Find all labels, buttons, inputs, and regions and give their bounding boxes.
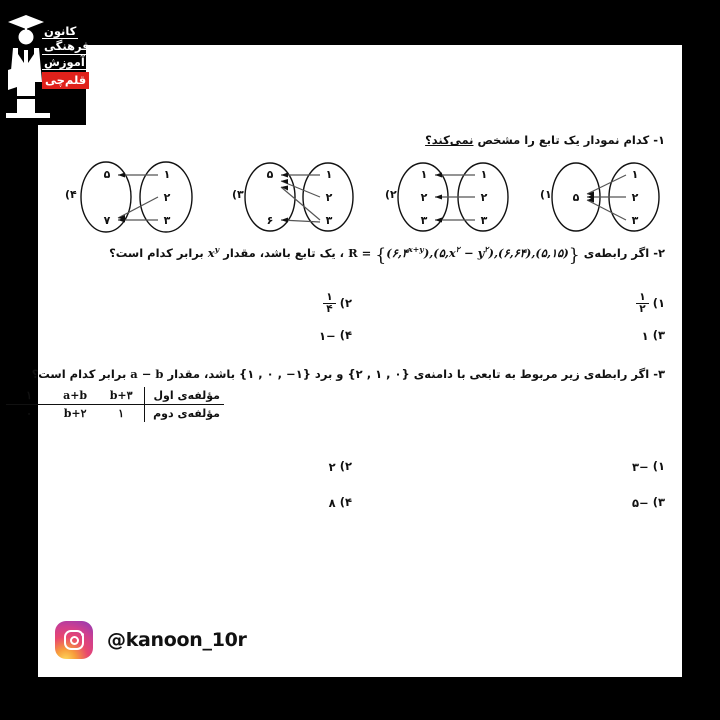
logo-word-2: فرهنگی xyxy=(44,39,90,54)
question-2-option-4[interactable] xyxy=(313,328,352,343)
logo-word-brand: قلم‌چی xyxy=(42,72,89,88)
question-1-diagrams xyxy=(38,150,682,245)
worksheet-page xyxy=(26,45,682,677)
svg-text:۲: ۲ xyxy=(325,191,333,204)
table-cell: b+۳ xyxy=(98,387,145,405)
instagram-handle: @kanoon_10r xyxy=(107,629,247,651)
svg-text:۲: ۲ xyxy=(420,191,428,204)
question-2-text xyxy=(109,245,665,266)
question-2-option-3-number: ۳) xyxy=(652,328,665,342)
svg-text:۱: ۱ xyxy=(325,168,333,181)
svg-text:۱: ۱ xyxy=(420,168,428,181)
logo-wordmark xyxy=(42,24,90,89)
svg-text:۱: ۱ xyxy=(631,168,639,181)
svg-text:۳: ۳ xyxy=(420,214,428,227)
question-3-expression: a − b xyxy=(130,367,164,381)
question-2-option-2-value xyxy=(323,292,335,315)
diagram-3-svg xyxy=(230,150,380,245)
question-3-option-3-value: −۵ xyxy=(632,495,649,510)
svg-text:۳: ۳ xyxy=(480,214,488,227)
question-1-number: ۱- xyxy=(653,133,665,147)
worksheet-content xyxy=(26,45,682,677)
svg-text:۱: ۱ xyxy=(480,168,488,181)
question-2-option-4-value: −۱ xyxy=(319,328,336,343)
instagram-icon-dot xyxy=(81,633,84,636)
diagram-option-3[interactable] xyxy=(230,150,380,245)
diagram-4-svg xyxy=(63,150,213,245)
diagram-4-option-number: ۴) xyxy=(65,188,77,201)
question-2-option-2[interactable] xyxy=(319,292,352,315)
question-2-option-2-number: ۲) xyxy=(339,296,352,311)
question-3-options xyxy=(38,457,682,527)
logo-word-3: آموزش xyxy=(44,54,85,69)
svg-text:۳: ۳ xyxy=(163,214,171,227)
question-2-option-3[interactable] xyxy=(636,328,665,343)
question-3-option-3[interactable] xyxy=(626,495,665,510)
question-1-underlined: نمی‌کند؟ xyxy=(425,133,474,147)
question-2-relation: $R = \{(۶,۴^{x+y}),(۵,x^۲$ − $y^۲),(۶,۶۴),(۵,۱۵)$} xyxy=(348,245,580,266)
question-3-option-4-value: ۸ xyxy=(328,495,336,510)
question-3-option-1-number: ۱) xyxy=(652,459,665,473)
question-3-text-d: برابر کدام است؟ xyxy=(31,367,127,381)
question-3-range: {۱− , ۰ , ۱} xyxy=(239,367,311,381)
question-2-option-1[interactable] xyxy=(632,292,665,315)
question-2-text-a: اگر رابطه‌ی xyxy=(583,245,650,260)
question-2-option-1-value xyxy=(636,292,648,315)
question-2-option-3-value: ۱ xyxy=(641,328,649,343)
diagram-2-option-number: ۲) xyxy=(385,188,397,201)
question-2-option-4-number: ۴) xyxy=(339,328,352,342)
table-row-label: مؤلفه‌ی دوم xyxy=(145,405,224,423)
question-3-option-2[interactable] xyxy=(323,459,352,474)
question-3-text xyxy=(32,367,665,381)
question-3-option-1-value: −۳ xyxy=(632,459,649,474)
question-3-text-b: و برد xyxy=(314,367,344,381)
table-cell: b+۲ xyxy=(63,407,87,420)
svg-text:۶: ۶ xyxy=(266,214,274,227)
svg-text:۷: ۷ xyxy=(103,214,111,227)
svg-text:۵: ۵ xyxy=(572,191,580,204)
svg-text:۵: ۵ xyxy=(103,168,111,181)
question-3-table xyxy=(6,387,224,422)
question-2-options xyxy=(38,290,682,360)
table-row xyxy=(6,387,224,405)
question-3-option-1[interactable] xyxy=(626,459,665,474)
logo-word-1: کانون xyxy=(44,24,77,38)
question-1-body: کدام نمودار یک تابع را مشخص xyxy=(477,133,650,147)
table-cell: a+b xyxy=(52,387,98,405)
question-2-expression: $x^y$ xyxy=(207,245,220,260)
fraction-numerator: ۱ xyxy=(639,291,646,303)
kanoon-logo xyxy=(0,0,90,125)
diagram-2-svg xyxy=(383,150,533,245)
question-3-option-2-value: ۲ xyxy=(328,459,336,474)
svg-text:۲: ۲ xyxy=(163,191,171,204)
question-3-text-a: اگر رابطه‌ی زیر مربوط به تابعی با دامنه‌ی xyxy=(413,367,650,381)
logo-underline-bar xyxy=(6,113,50,118)
fraction-denominator: ۴ xyxy=(323,303,335,315)
svg-text:۵: ۵ xyxy=(266,168,274,181)
table-cell: ۱ xyxy=(6,387,52,405)
question-2-number: ۲- xyxy=(653,245,665,260)
svg-text:۲: ۲ xyxy=(631,191,639,204)
diagram-option-2[interactable] xyxy=(383,150,533,245)
question-3-number: ۳- xyxy=(653,367,665,381)
table-row-label: مؤلفه‌ی اول xyxy=(145,387,224,405)
fraction-numerator: ۱ xyxy=(326,291,333,303)
table-cell: ۰ xyxy=(26,407,33,420)
diagram-1-svg xyxy=(538,150,688,245)
svg-text:۳: ۳ xyxy=(325,214,333,227)
question-1-text xyxy=(425,133,665,147)
svg-text:۳: ۳ xyxy=(631,214,639,227)
table-row xyxy=(6,405,224,423)
diagram-option-4[interactable] xyxy=(63,150,213,245)
fraction-denominator: ۲ xyxy=(636,303,648,315)
table-cell: ۱ xyxy=(118,407,125,420)
instagram-icon[interactable] xyxy=(55,621,93,659)
question-3-option-4-number: ۴) xyxy=(339,495,352,509)
question-3-domain: {۰ , ۱ , ۲} xyxy=(347,367,410,381)
question-3-option-2-number: ۲) xyxy=(339,459,352,473)
question-3-option-4[interactable] xyxy=(323,495,352,510)
question-2-text-b: ، یک تابع باشد، مقدار xyxy=(223,245,345,260)
diagram-1-option-number: ۱) xyxy=(540,188,552,201)
question-2-option-1-number: ۱) xyxy=(652,296,665,311)
footer-social[interactable] xyxy=(55,621,247,659)
question-2-text-c: برابر کدام است؟ xyxy=(109,245,204,260)
question-3-option-3-number: ۳) xyxy=(652,495,665,509)
svg-text:۱: ۱ xyxy=(163,168,171,181)
diagram-option-1[interactable] xyxy=(538,150,688,245)
question-3-text-c: باشد، مقدار xyxy=(167,367,236,381)
svg-text:۲: ۲ xyxy=(480,191,488,204)
diagram-3-option-number: ۳) xyxy=(232,188,244,201)
